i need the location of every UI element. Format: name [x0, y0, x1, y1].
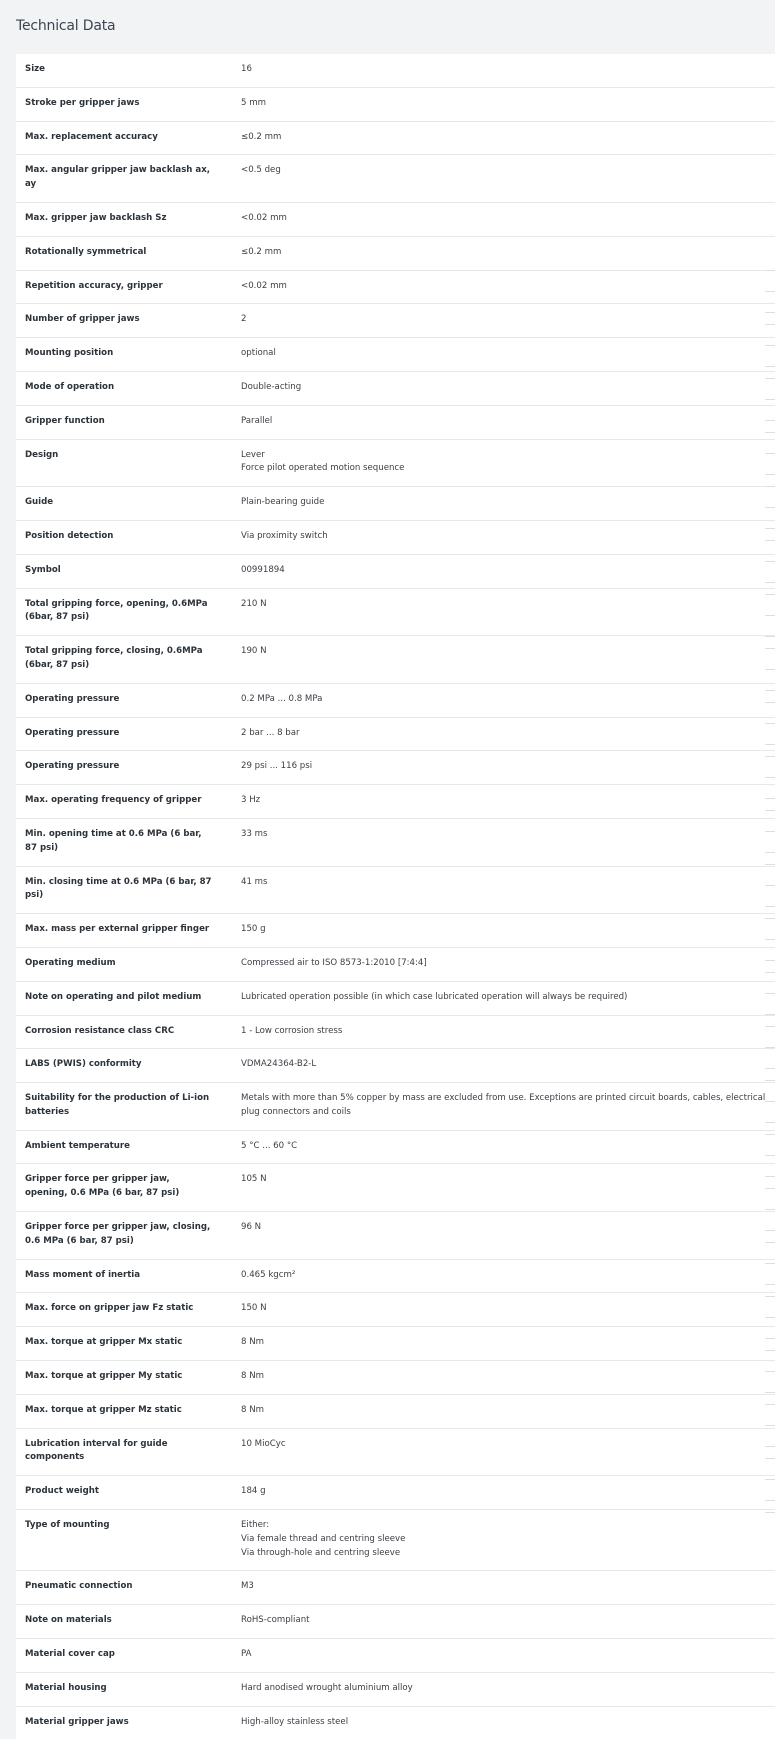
edge-mark [765, 594, 775, 595]
table-row [16, 54, 775, 87]
row-value-line: 8 Nm [241, 1404, 264, 1415]
row-value-line: 33 ms [241, 828, 268, 839]
row-value [224, 1327, 775, 1361]
edge-mark [765, 1242, 775, 1243]
edge-mark [765, 831, 775, 832]
table-row [16, 1083, 775, 1131]
row-value-line: 2 [241, 314, 247, 325]
row-value [224, 338, 775, 372]
row-value-line: VDMA24364-B2-L [241, 1059, 317, 1070]
row-label: Position detection [16, 520, 224, 554]
row-value [224, 636, 775, 684]
edge-mark [765, 1404, 775, 1405]
edge-mark [765, 345, 775, 346]
table-row [16, 121, 775, 155]
table-row [16, 1639, 775, 1673]
edge-mark [765, 615, 775, 616]
row-value [224, 1476, 775, 1510]
row-value-line: 00991894 [241, 564, 285, 575]
row-value-line: 210 N [241, 598, 267, 609]
table-row [16, 717, 775, 751]
row-value [224, 914, 775, 948]
row-value [224, 1130, 775, 1164]
row-value [224, 304, 775, 338]
row-label: Lubrication interval for guide components [16, 1428, 224, 1476]
row-value [224, 1605, 775, 1639]
edge-mark [765, 291, 775, 292]
row-label: Suitability for the production of Li-ion batteries [16, 1083, 224, 1131]
table-row [16, 1672, 775, 1706]
row-value-line: 2 bar ... 8 bar [241, 727, 300, 738]
row-label: Stroke per gripper jaws [16, 87, 224, 121]
edge-mark [765, 690, 775, 691]
row-value-line: 190 N [241, 646, 267, 657]
row-value-line: 29 psi ... 116 psi [241, 761, 313, 772]
row-label: Mounting position [16, 338, 224, 372]
table-row [16, 1327, 775, 1361]
edge-mark [765, 744, 775, 745]
edge-mark [765, 972, 775, 973]
row-value-line: 8 Nm [241, 1337, 264, 1348]
row-value-line: 8 Nm [241, 1371, 264, 1382]
row-value [224, 121, 775, 155]
table-row [16, 405, 775, 439]
edge-mark [765, 366, 775, 367]
edge-mark [765, 540, 775, 541]
row-value-line: M3 [241, 1581, 254, 1592]
row-value-line: <0.5 deg [241, 165, 281, 176]
edge-mark [765, 324, 775, 325]
row-value-line: 3 Hz [241, 795, 261, 806]
edge-mark [765, 852, 775, 853]
row-value-line: 0.2 MPa ... 0.8 MPa [241, 693, 323, 704]
edge-mark [765, 453, 775, 454]
row-label: Ambient temperature [16, 1130, 224, 1164]
row-value [224, 785, 775, 819]
table-row [16, 818, 775, 866]
row-value [224, 866, 775, 914]
row-label: Max. replacement accuracy [16, 121, 224, 155]
row-value [224, 87, 775, 121]
table-row [16, 751, 775, 785]
edge-mark [765, 486, 775, 487]
edge-mark [765, 1350, 775, 1351]
row-value [224, 818, 775, 866]
row-label: Operating medium [16, 947, 224, 981]
edge-mark [765, 864, 775, 865]
row-value-line: Hard anodised wrought aluminium alloy [241, 1682, 413, 1693]
row-value [224, 202, 775, 236]
edge-mark [765, 960, 775, 961]
table-row [16, 588, 775, 636]
edge-mark [765, 810, 775, 811]
row-value [224, 236, 775, 270]
edge-mark [765, 777, 775, 778]
page-title: Technical Data [16, 18, 116, 34]
row-label: Gripper force per gripper jaw, closing, 0.6 MPa (6 bar, 87 psi) [16, 1212, 224, 1260]
row-label: Max. force on gripper jaw Fz static [16, 1293, 224, 1327]
table-row [16, 914, 775, 948]
table-row [16, 1212, 775, 1260]
row-label: Pneumatic connection [16, 1571, 224, 1605]
table-row [16, 371, 775, 405]
row-value-line: 41 ms [241, 876, 268, 887]
table-row [16, 636, 775, 684]
row-label: Note on materials [16, 1605, 224, 1639]
row-value [224, 1510, 775, 1571]
edge-mark [765, 1230, 775, 1231]
row-value-line: optional [241, 348, 276, 359]
row-value [224, 1164, 775, 1212]
edge-mark [765, 1263, 775, 1264]
edge-mark [765, 432, 775, 433]
row-label: Material cover cap [16, 1639, 224, 1673]
row-label: Gripper function [16, 405, 224, 439]
edge-mark [765, 1446, 775, 1447]
table-row [16, 270, 775, 304]
row-label: Mode of operation [16, 371, 224, 405]
edge-mark [765, 1176, 775, 1177]
row-value-line: ≤0.2 mm [241, 131, 282, 142]
row-label: Max. torque at gripper Mz static [16, 1394, 224, 1428]
row-value-line: Via proximity switch [241, 530, 328, 541]
row-label: Mass moment of inertia [16, 1259, 224, 1293]
edge-mark [765, 270, 775, 271]
row-value-line: 150 N [241, 1303, 267, 1314]
table-row [16, 1259, 775, 1293]
edge-mark [765, 756, 775, 757]
table-row [16, 487, 775, 521]
row-label: LABS (PWIS) conformity [16, 1049, 224, 1083]
edge-mark [765, 1155, 775, 1156]
edge-mark [765, 1134, 775, 1135]
row-label: Total gripping force, closing, 0.6MPa (6bar, 87 psi) [16, 636, 224, 684]
row-value [224, 947, 775, 981]
row-label: Min. closing time at 0.6 MPa (6 bar, 87 psi) [16, 866, 224, 914]
table-row [16, 1605, 775, 1639]
table-row [16, 866, 775, 914]
row-value-line: 1 - Low corrosion stress [241, 1025, 343, 1036]
table-row [16, 520, 775, 554]
edge-mark [765, 1371, 775, 1372]
edge-mark [765, 507, 775, 508]
edge-mark [765, 1068, 775, 1069]
table-row [16, 87, 775, 121]
row-value-line: 96 N [241, 1222, 262, 1233]
edge-mark [765, 636, 775, 637]
technical-data-card [16, 54, 775, 1739]
edge-mark [765, 702, 775, 703]
edge-mark [765, 1458, 775, 1459]
row-value [224, 439, 775, 487]
row-value-line: Lubricated operation possible (in which case lubricated operation will always be required) [241, 991, 628, 1002]
row-label: Max. angular gripper jaw backlash ax, ay [16, 155, 224, 203]
edge-mark [765, 1500, 775, 1501]
row-label: Operating pressure [16, 683, 224, 717]
table-row [16, 202, 775, 236]
table-row [16, 155, 775, 203]
row-label: Material gripper jaws [25, 1716, 129, 1727]
row-value-line: Double-acting [241, 381, 302, 392]
edge-mark [765, 918, 775, 919]
row-value-line: High-alloy stainless steel [241, 1716, 349, 1727]
row-value [224, 1259, 775, 1293]
row-label: Max. torque at gripper Mx static [16, 1327, 224, 1361]
edge-mark [765, 399, 775, 400]
edge-mark [765, 1014, 775, 1015]
row-label: Max. mass per external gripper finger [16, 914, 224, 948]
row-label: Rotationally symmetrical [16, 236, 224, 270]
row-label: Total gripping force, opening, 0.6MPa (6bar, 87 psi) [16, 588, 224, 636]
row-label: Type of mounting [16, 1510, 224, 1571]
row-value-line: ≤0.2 mm [241, 246, 282, 257]
row-value-line: 0.465 kgcm² [241, 1269, 296, 1280]
table-row [16, 1164, 775, 1212]
row-value-line: PA [241, 1649, 252, 1660]
edge-mark [765, 1512, 775, 1513]
row-value-line: Plain-bearing guide [241, 497, 325, 508]
edge-mark [765, 1209, 775, 1210]
table-row [16, 1428, 775, 1476]
row-value-line: 16 [241, 64, 252, 74]
edge-mark [765, 312, 775, 313]
edge-mark [765, 648, 775, 649]
edge-mark [765, 906, 775, 907]
table-row [16, 1015, 775, 1049]
table-row [16, 1049, 775, 1083]
table-row [16, 1510, 775, 1571]
edge-mark [765, 582, 775, 583]
edge-mark [765, 885, 775, 886]
edge-mark [765, 561, 775, 562]
row-value [224, 1212, 775, 1260]
edge-mark [765, 420, 775, 421]
table-row [16, 1293, 775, 1327]
row-label: Note on operating and pilot medium [16, 981, 224, 1015]
row-value-line: Compressed air to ISO 8573-1:2010 [7:4:4] [241, 957, 427, 968]
table-row [16, 554, 775, 588]
row-value [224, 1083, 775, 1131]
table-row [16, 981, 775, 1015]
row-value-line: 184 g [241, 1486, 266, 1497]
row-value-line: 105 N [241, 1174, 267, 1185]
row-value-line: 5 mm [241, 97, 266, 108]
row-label: Product weight [16, 1476, 224, 1510]
row-value [224, 1049, 775, 1083]
edge-mark [765, 993, 775, 994]
row-label: Size [16, 54, 224, 87]
edge-mark [765, 939, 775, 940]
edge-mark [765, 1047, 775, 1048]
row-value-line: Parallel [241, 415, 273, 426]
edge-mark [765, 1188, 775, 1189]
row-value [224, 520, 775, 554]
technical-data-table [16, 54, 775, 1739]
row-value-line: 150 g [241, 924, 266, 935]
row-label: Number of gripper jaws [16, 304, 224, 338]
row-label: Guide [16, 487, 224, 521]
row-value-line: RoHS-compliant [241, 1615, 310, 1626]
row-label: Max. operating frequency of gripper [16, 785, 224, 819]
table-row [16, 1130, 775, 1164]
row-value [224, 1428, 775, 1476]
edge-mark [765, 1122, 775, 1123]
row-label: Corrosion resistance class CRC [16, 1015, 224, 1049]
row-value-line: Metals with more than 5% copper by mass are excluded from use. Exceptions are printed circuit boards, cables, electrical plug connectors and coils [241, 1093, 766, 1117]
table-row [16, 1361, 775, 1395]
edge-mark [765, 1026, 775, 1027]
row-label: Symbol [16, 554, 224, 588]
row-value [224, 1639, 775, 1673]
table-row [16, 304, 775, 338]
row-label: Repetition accuracy, gripper [16, 270, 224, 304]
table-row [16, 1706, 775, 1739]
row-value-line: <0.02 mm [241, 280, 287, 291]
table-row [16, 338, 775, 372]
edge-mark [765, 798, 775, 799]
edge-mark [765, 723, 775, 724]
edge-mark [765, 1479, 775, 1480]
row-label: Min. opening time at 0.6 MPa (6 bar, 87 psi) [16, 818, 224, 866]
edge-mark [765, 1392, 775, 1393]
table-row [16, 1476, 775, 1510]
row-value-line: Via female thread and centring sleeve [241, 1533, 406, 1544]
row-value [224, 717, 775, 751]
row-value [224, 1672, 775, 1706]
row-value [224, 751, 775, 785]
table-row [16, 683, 775, 717]
edge-mark [765, 1338, 775, 1339]
row-value [224, 588, 775, 636]
row-label: Gripper force per gripper jaw, opening, 0.6 MPa (6 bar, 87 psi) [16, 1164, 224, 1212]
row-value [224, 155, 775, 203]
row-value-line: 10 MioCyc [241, 1438, 286, 1449]
row-value-line: Either: [241, 1520, 270, 1531]
row-label: Operating pressure [16, 751, 224, 785]
edge-mark [765, 1080, 775, 1081]
row-value [224, 54, 775, 87]
row-value [224, 487, 775, 521]
edge-mark [765, 669, 775, 670]
table-row [16, 947, 775, 981]
edge-mark [765, 1284, 775, 1285]
table-row [16, 439, 775, 487]
row-label: Max. gripper jaw backlash Sz [16, 202, 224, 236]
edge-mark [765, 474, 775, 475]
row-label: Design [16, 439, 224, 487]
table-row [16, 785, 775, 819]
row-value [224, 1706, 775, 1739]
row-value [224, 405, 775, 439]
row-label: Max. torque at gripper My static [16, 1361, 224, 1395]
row-value-line: Via through-hole and centring sleeve [241, 1547, 401, 1558]
right-edge-marks [763, 270, 775, 1530]
row-value [224, 981, 775, 1015]
row-value-line: 5 °C ... 60 °C [241, 1140, 298, 1151]
row-label: Operating pressure [16, 717, 224, 751]
row-value [224, 683, 775, 717]
row-value [224, 371, 775, 405]
edge-mark [765, 378, 775, 379]
table-row [16, 236, 775, 270]
table-row [16, 1394, 775, 1428]
edge-mark [765, 528, 775, 529]
technical-data-rows [16, 54, 775, 1739]
row-value [224, 554, 775, 588]
row-value [224, 1361, 775, 1395]
edge-mark [765, 1296, 775, 1297]
edge-mark [765, 1101, 775, 1102]
row-value [224, 1394, 775, 1428]
row-label: Material housing [16, 1672, 224, 1706]
row-value [224, 270, 775, 304]
edge-mark [765, 1425, 775, 1426]
row-value [224, 1293, 775, 1327]
row-value-line: <0.02 mm [241, 212, 287, 223]
edge-mark [765, 1317, 775, 1318]
row-value-line: Lever [241, 449, 265, 460]
row-value [224, 1015, 775, 1049]
row-value-line: Force pilot operated motion sequence [241, 463, 405, 474]
